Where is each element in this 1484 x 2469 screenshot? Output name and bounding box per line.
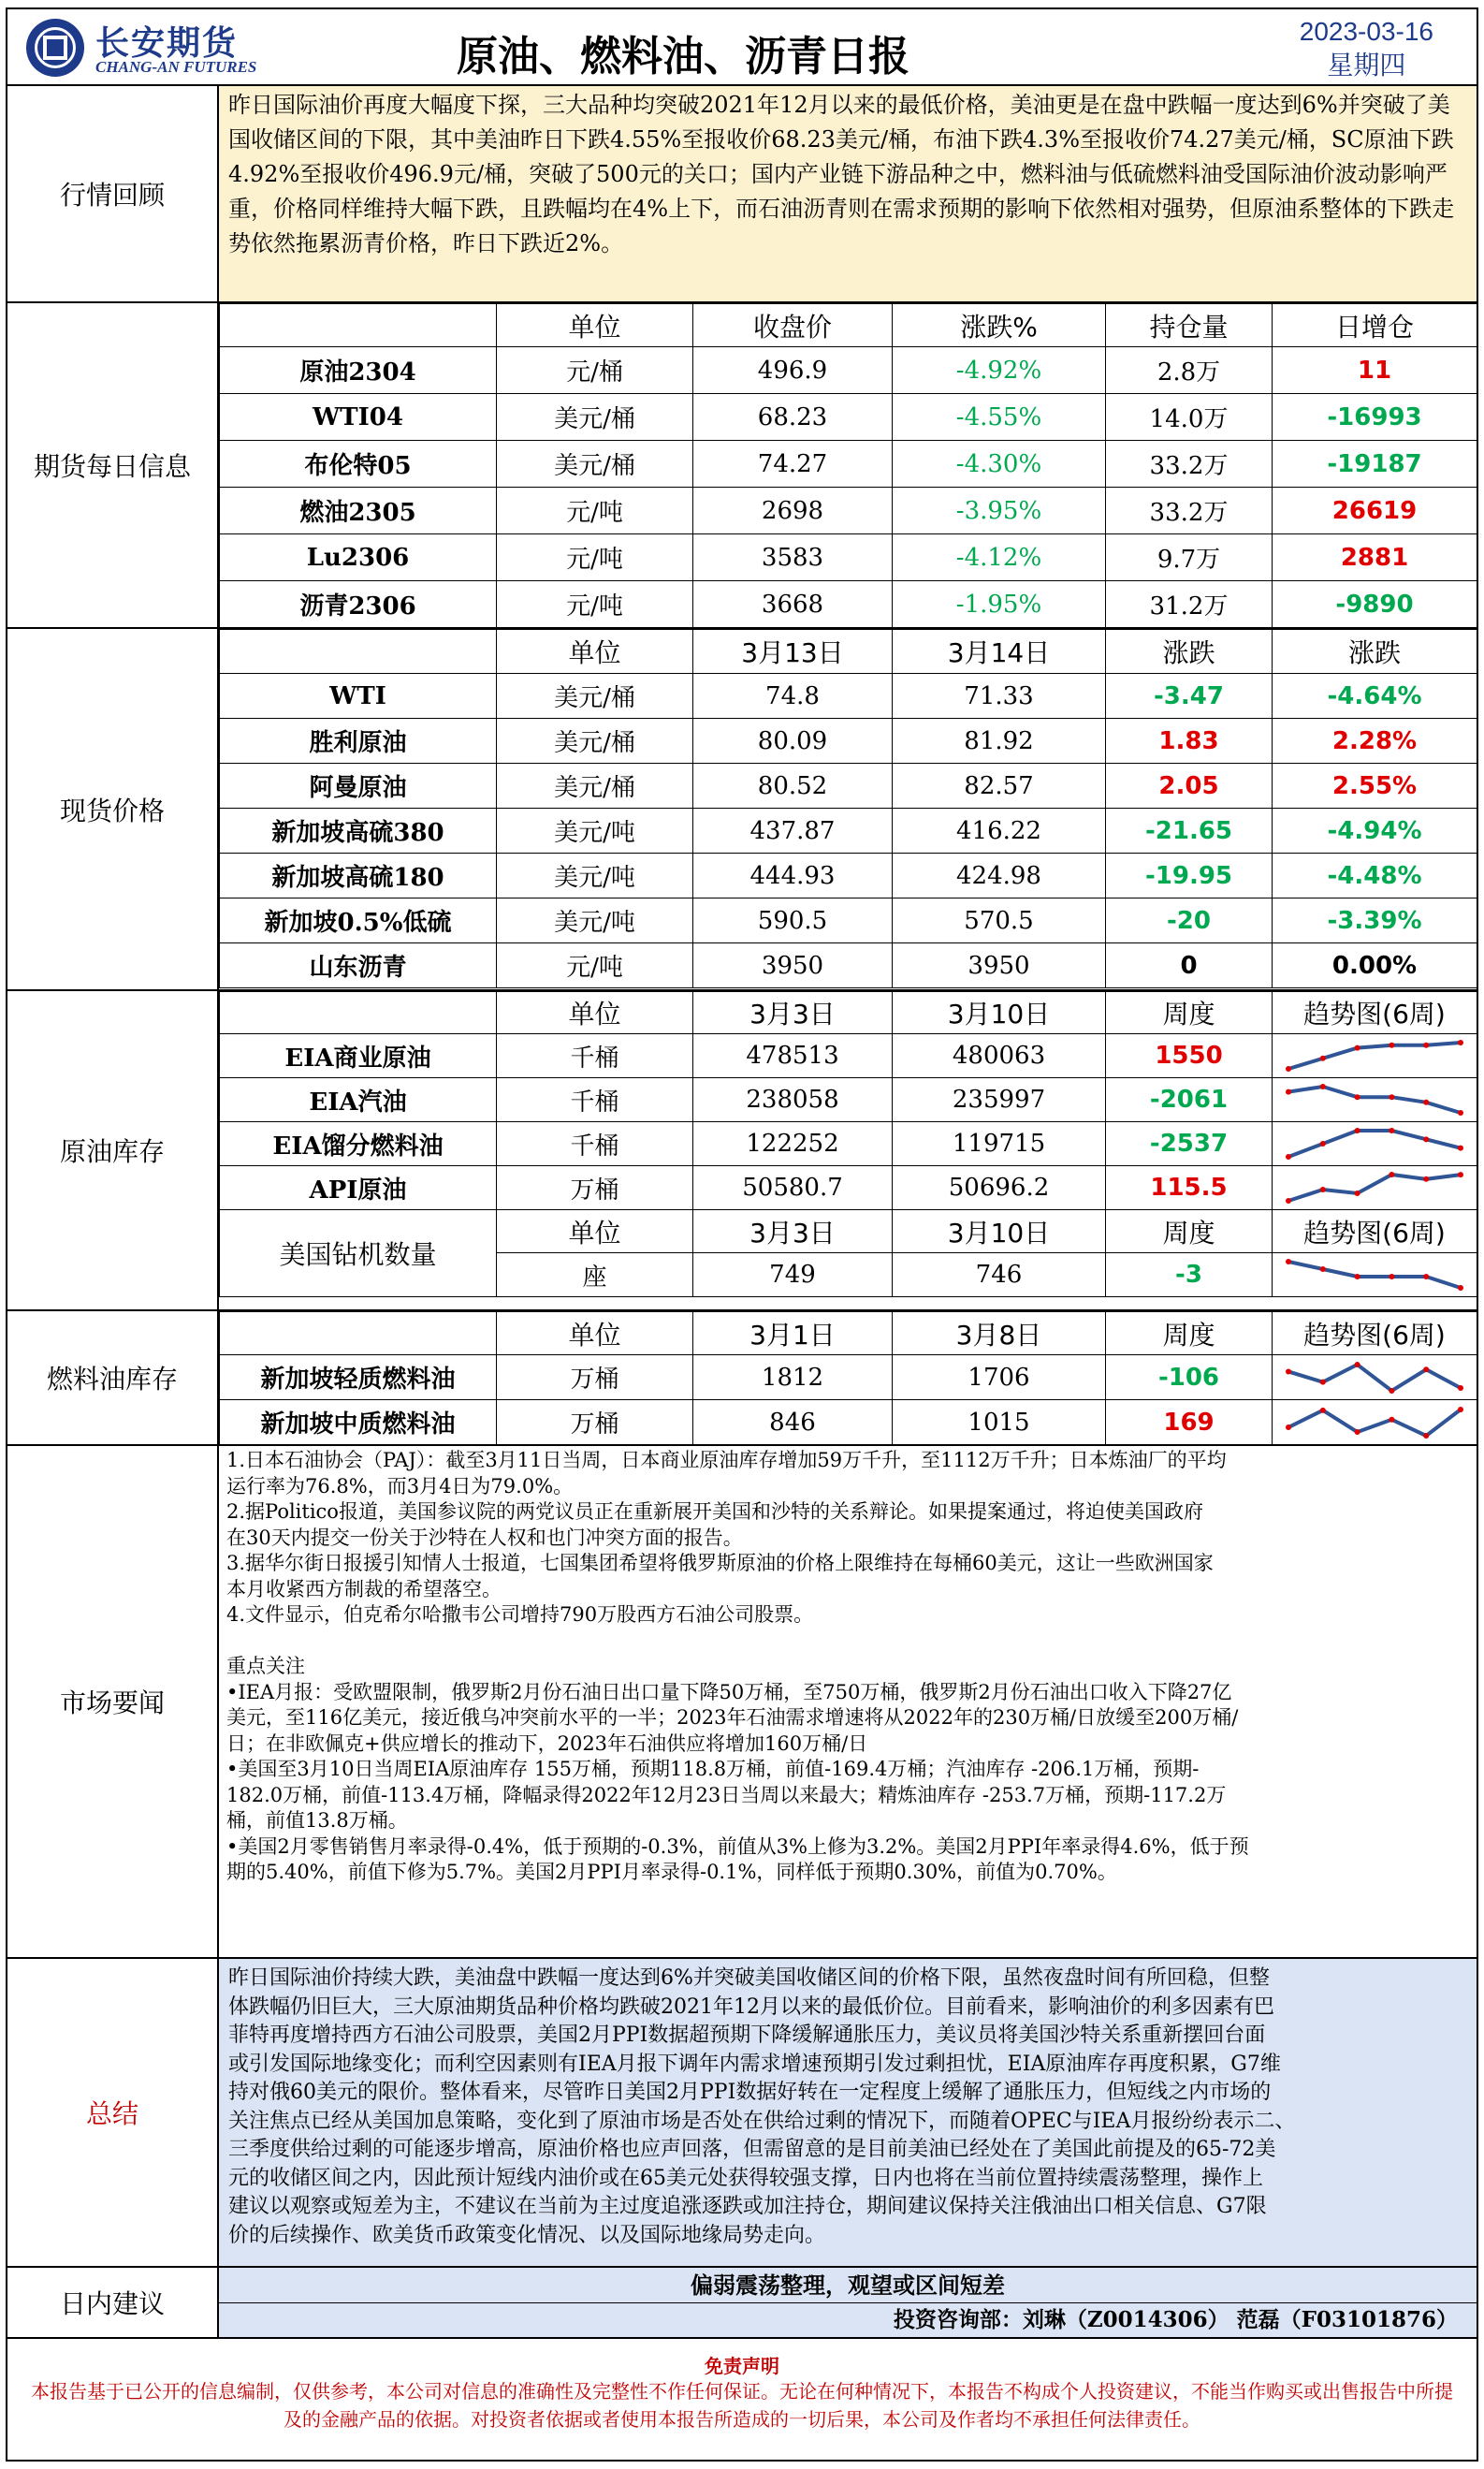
unit: 美元/桶 <box>497 674 693 719</box>
table-row <box>220 441 1477 488</box>
column-header: 持仓量 <box>1106 304 1273 347</box>
header-blank <box>220 630 497 674</box>
advice-label: 日内建议 <box>7 2268 219 2337</box>
trend-point <box>1286 1198 1291 1204</box>
price-day1: 74.8 <box>693 674 893 719</box>
inventory-latest: 1706 <box>893 1355 1106 1400</box>
price-day2: 81.92 <box>893 719 1106 764</box>
trend-chart-cell <box>1273 1166 1477 1210</box>
weekly-change: -2061 <box>1106 1078 1273 1122</box>
text-line: 菲特再度增持西方石油公司股票，美国2月PPI数据超预期下降缓解通胀压力，美议员将美国沙特关系重新摆回台面 <box>228 2023 1266 2047</box>
price-day2: 570.5 <box>893 898 1106 943</box>
crude-stock-label: 原油库存 <box>7 991 219 1309</box>
text-line: 价的后续操作、欧美货币政策变化情况、以及国际地缘局势走向。 <box>228 2223 826 2247</box>
unit: 元/吨 <box>497 534 693 581</box>
change-percent: -4.30% <box>893 441 1106 488</box>
contract-name: Lu2306 <box>220 534 497 581</box>
trend-line <box>1288 1262 1461 1288</box>
text-line: 体跌幅仍旧巨大，三大原油期货品种价格均跌破2021年12月以来的最低价位。目前看来，影响油价的利多因素有巴 <box>228 1994 1274 2019</box>
column-header: 单位 <box>497 1312 693 1355</box>
column-header: 3月14日 <box>893 630 1106 674</box>
trend-line <box>1288 1365 1461 1391</box>
trend-line <box>1288 1087 1461 1113</box>
unit: 美元/桶 <box>497 394 693 441</box>
trend-point <box>1320 1187 1326 1192</box>
trend-point <box>1423 1136 1429 1142</box>
column-header: 涨跌 <box>1106 630 1273 674</box>
price-day2: 82.57 <box>893 764 1106 809</box>
trend-sparkline <box>1283 1081 1466 1118</box>
contract-name: 燃油2305 <box>220 488 497 534</box>
close-price: 68.23 <box>693 394 893 441</box>
report-date: 2023-03-16 <box>1299 17 1433 46</box>
text-line: 日；在非欧佩克+供应增长的推动下，2023年石油供应将增加160万桶/日 <box>226 1731 868 1755</box>
table-row <box>220 898 1477 943</box>
text-line: 期的5.40%，前值下修为5.7%。美国2月PPI月率录得-0.1%，同样低于预期0.30%，前值为0.70%。 <box>226 1861 1117 1883</box>
trend-point <box>1320 1407 1326 1412</box>
report-header <box>7 9 1477 86</box>
trend-point <box>1389 1416 1394 1422</box>
trend-point <box>1355 1429 1360 1435</box>
trend-point <box>1389 1172 1394 1177</box>
text-line: 182.0万桶，前值-113.4万桶，降幅录得2022年12月23日当周以来最大；精炼油库存 -253.7万桶，预期-117.2万 <box>226 1783 1227 1806</box>
trend-sparkline <box>1283 1359 1466 1396</box>
crude-stock-section <box>7 991 1477 1311</box>
column-header: 单位 <box>497 304 693 347</box>
price-change: 0 <box>1106 943 1273 988</box>
report-page <box>6 7 1478 2462</box>
text-line: 元的收储区间之内，因此预计短线内油价或在65美元处获得较强支撑，日内也将在当前位置持续震荡整理，操作上 <box>228 2166 1263 2190</box>
trend-line <box>1288 1043 1461 1069</box>
trend-point <box>1286 1259 1291 1264</box>
trend-point <box>1355 1045 1360 1051</box>
spot-name: 阿曼原油 <box>220 764 497 809</box>
summary-section <box>7 1959 1477 2268</box>
inventory-latest: 480063 <box>893 1034 1106 1078</box>
report-title: 原油、燃料油、沥青日报 <box>457 33 909 80</box>
price-change: -21.65 <box>1106 809 1273 854</box>
trend-point <box>1389 1274 1394 1279</box>
price-change-percent: -4.94% <box>1273 809 1477 854</box>
disclaimer-title: 免责声明 <box>705 2355 779 2377</box>
trend-point <box>1355 1094 1360 1100</box>
advice-section <box>7 2268 1477 2339</box>
text-line: 2.据Politico报道，美国参议院的两党议员正在重新展开美国和沙特的关系辩论。如果提案通过，将迫使美国政府 <box>226 1500 1203 1523</box>
trend-sparkline <box>1283 1256 1466 1293</box>
table-row <box>220 854 1477 898</box>
trend-line <box>1288 1175 1461 1201</box>
advice-text: 偏弱震荡整理，观望或区间短差 <box>219 2268 1477 2303</box>
trend-point <box>1320 1056 1326 1061</box>
trend-point <box>1355 1362 1360 1367</box>
inventory-name: 新加坡轻质燃料油 <box>220 1355 497 1400</box>
market-review-label: 行情回顾 <box>7 86 219 301</box>
table-row <box>220 1034 1477 1078</box>
trend-point <box>1286 1089 1291 1095</box>
text-line: 3.据华尔街日报援引知情人士报道，七国集团希望将俄罗斯原油的价格上限维持在每桶60美元，这让一些欧洲国家 <box>226 1552 1214 1574</box>
price-change: 1.83 <box>1106 719 1273 764</box>
trend-sparkline <box>1283 1037 1466 1074</box>
table-row <box>220 534 1477 581</box>
column-header: 3月13日 <box>693 630 893 674</box>
unit: 美元/吨 <box>497 854 693 898</box>
open-interest: 14.0万 <box>1106 394 1273 441</box>
unit: 元/吨 <box>497 581 693 628</box>
trend-point <box>1389 1388 1394 1394</box>
news-section <box>7 1446 1477 1959</box>
inventory-name: EIA馏分燃料油 <box>220 1122 497 1166</box>
text-line <box>226 1629 1469 1655</box>
column-header: 涨跌% <box>893 304 1106 347</box>
price-day2: 424.98 <box>893 854 1106 898</box>
trend-chart-cell <box>1273 1034 1477 1078</box>
header-row <box>220 1312 1477 1355</box>
column-header: 3月3日 <box>693 992 893 1034</box>
trend-point <box>1458 1146 1463 1151</box>
fuel-stock-table <box>219 1311 1477 1445</box>
trend-point <box>1423 1043 1429 1048</box>
news-text <box>219 1446 1477 1957</box>
trend-chart-cell <box>1273 1355 1477 1400</box>
column-header: 收盘价 <box>693 304 893 347</box>
unit: 美元/桶 <box>497 764 693 809</box>
trend-point <box>1423 1100 1429 1105</box>
trend-sparkline <box>1283 1169 1466 1206</box>
text-line: •IEA月报：受欧盟限制，俄罗斯2月份石油日出口量下降50万桶，至750万桶，俄罗斯2月份石油出口收入下降27亿 <box>226 1680 1232 1703</box>
contract-name: WTI04 <box>220 394 497 441</box>
market-review-section <box>7 86 1477 303</box>
trend-point <box>1458 1040 1463 1045</box>
logo-chinese-name: 长安期货 <box>95 24 239 63</box>
trend-sparkline <box>1283 1125 1466 1162</box>
daily-oi-change: -9890 <box>1273 581 1477 628</box>
trend-point <box>1286 1424 1291 1430</box>
price-day1: 80.09 <box>693 719 893 764</box>
inventory-latest: 50696.2 <box>893 1166 1106 1210</box>
change-percent: -4.92% <box>893 347 1106 394</box>
price-day1: 437.87 <box>693 809 893 854</box>
rig-header-row <box>220 1210 1477 1253</box>
spot-name: WTI <box>220 674 497 719</box>
trend-point <box>1286 1066 1291 1072</box>
price-change-percent: 2.55% <box>1273 764 1477 809</box>
company-logo <box>26 17 279 79</box>
trend-point <box>1423 1366 1429 1372</box>
spot-table <box>219 629 1477 988</box>
column-header: 3月1日 <box>693 1312 893 1355</box>
price-change: -20 <box>1106 898 1273 943</box>
change-percent: -4.55% <box>893 394 1106 441</box>
disclaimer-text: 本报告基于已公开的信息编制，仅供参考，本公司对信息的准确性及完整性不作任何保证。无论在何种情况下，本报告不构成个人投资建议，不能当作购买或出售报告中所提及的金融产品的依据。对投资者依据或者使用本报告所造成的一切后果，本公司及作者均不承担任何法律责任。 <box>31 2380 1453 2431</box>
trend-point <box>1458 1110 1463 1116</box>
trend-chart-cell <box>1273 1122 1477 1166</box>
trend-chart-cell <box>1273 1253 1477 1297</box>
spot-name: 胜利原油 <box>220 719 497 764</box>
text-line: 在30天内提交一份关于沙特在人权和也门冲突方面的报告。 <box>226 1526 743 1549</box>
trend-point <box>1286 1154 1291 1160</box>
price-change-percent: -4.48% <box>1273 854 1477 898</box>
weekly-change: 115.5 <box>1106 1166 1273 1210</box>
price-day1: 590.5 <box>693 898 893 943</box>
rig-latest: 746 <box>893 1253 1106 1297</box>
crude-stock-table <box>219 991 1477 1297</box>
text-line: 本月收紧西方制裁的希望落空。 <box>226 1577 502 1600</box>
unit: 千桶 <box>497 1034 693 1078</box>
unit: 万桶 <box>497 1400 693 1445</box>
spot-name: 山东沥青 <box>220 943 497 988</box>
fuel-stock-section <box>7 1311 1477 1446</box>
daily-oi-change: -16993 <box>1273 394 1477 441</box>
text-line: 三季度供给过剩的可能逐步增高，原油价格也应声回落，但需留意的是目前美油已经处在了美国此前提及的65-72美 <box>228 2138 1276 2161</box>
column-header: 周度 <box>1106 1312 1273 1355</box>
text-line: 1.日本石油协会（PAJ）：截至3月11日当周，日本商业原油库存增加59万千升，至1112万千升；日本炼油厂的平均 <box>226 1449 1227 1471</box>
open-interest: 31.2万 <box>1106 581 1273 628</box>
close-price: 74.27 <box>693 441 893 488</box>
table-row <box>220 1122 1477 1166</box>
unit: 座 <box>497 1253 693 1297</box>
futures-table <box>219 303 1477 628</box>
text-line: 关注焦点已经从美国加息策略，变化到了原油市场是否处在供给过剩的情况下，而随着OPEC与IEA月报纷纷表示二、 <box>228 2109 1296 2133</box>
trend-point <box>1423 1274 1429 1279</box>
text-line: 昨日国际油价持续大跌，美油盘中跌幅一度达到6%并突破美国收储区间的价格下限，虽然夜盘时间有所回稳，但整 <box>228 1966 1270 1990</box>
table-row <box>220 1078 1477 1122</box>
column-header: 单位 <box>497 992 693 1034</box>
contract-name: 布伦特05 <box>220 441 497 488</box>
logo-english-name: CHANG-AN FUTURES <box>95 58 257 76</box>
unit: 万桶 <box>497 1355 693 1400</box>
open-interest: 33.2万 <box>1106 441 1273 488</box>
inventory-prev: 478513 <box>693 1034 893 1078</box>
weekly-change: -3 <box>1106 1253 1273 1297</box>
text-line: •美国2月零售销售月率录得-0.4%，低于预期的-0.3%，前值从3%上修为3.2%。美国2月PPI年率录得4.6%，低于预 <box>226 1834 1249 1858</box>
inventory-latest: 1015 <box>893 1400 1106 1445</box>
price-day2: 416.22 <box>893 809 1106 854</box>
consultant-info: 投资咨询部：刘琳（Z0014306） 范磊（F03101876） <box>219 2303 1477 2337</box>
inventory-name: 新加坡中质燃料油 <box>220 1400 497 1445</box>
change-percent: -3.95% <box>893 488 1106 534</box>
table-row <box>220 394 1477 441</box>
trend-chart-cell <box>1273 1400 1477 1445</box>
column-header: 涨跌 <box>1273 630 1477 674</box>
table-row <box>220 719 1477 764</box>
daily-oi-change: -19187 <box>1273 441 1477 488</box>
column-header: 趋势图(6周) <box>1273 992 1477 1034</box>
text-line: 桶，前值13.8万桶。 <box>226 1809 408 1832</box>
price-day2: 3950 <box>893 943 1106 988</box>
trend-point <box>1423 1433 1429 1439</box>
close-price: 3668 <box>693 581 893 628</box>
header-row <box>220 304 1477 347</box>
trend-point <box>1458 1385 1463 1391</box>
inventory-latest: 235997 <box>893 1078 1106 1122</box>
header-row <box>220 992 1477 1034</box>
unit: 美元/桶 <box>497 719 693 764</box>
text-line: 美元，至116亿美元，接近俄乌冲突前水平的一半；2023年石油需求增速将从2022年的230万桶/日放缓至200万桶/ <box>226 1706 1239 1729</box>
trend-point <box>1423 1176 1429 1182</box>
unit: 美元/吨 <box>497 898 693 943</box>
table-row <box>220 764 1477 809</box>
close-price: 496.9 <box>693 347 893 394</box>
weekly-change: 1550 <box>1106 1034 1273 1078</box>
inventory-latest: 119715 <box>893 1122 1106 1166</box>
unit: 元/吨 <box>497 943 693 988</box>
weekly-change: -2537 <box>1106 1122 1273 1166</box>
spot-name: 新加坡高硫380 <box>220 809 497 854</box>
text-line: 持对俄60美元的限价。整体看来，尽管昨日美国2月PPI数据好转在一定程度上缓解了通胀压力，但短线之内市场的 <box>228 2081 1272 2104</box>
table-row <box>220 488 1477 534</box>
close-price: 3583 <box>693 534 893 581</box>
weekly-change: 169 <box>1106 1400 1273 1445</box>
trend-point <box>1458 1285 1463 1291</box>
spot-section <box>7 629 1477 991</box>
price-day2: 71.33 <box>893 674 1106 719</box>
summary-label: 总结 <box>7 1959 219 2266</box>
rig-prev: 749 <box>693 1253 893 1297</box>
price-change: -19.95 <box>1106 854 1273 898</box>
price-change: 2.05 <box>1106 764 1273 809</box>
table-row <box>220 674 1477 719</box>
inventory-name: EIA汽油 <box>220 1078 497 1122</box>
trend-line <box>1288 1410 1461 1436</box>
unit: 千桶 <box>497 1078 693 1122</box>
contract-name: 原油2304 <box>220 347 497 394</box>
column-header: 3月3日 <box>693 1210 893 1253</box>
unit: 美元/桶 <box>497 441 693 488</box>
price-day1: 444.93 <box>693 854 893 898</box>
news-label: 市场要闻 <box>7 1446 219 1957</box>
fuel-stock-label: 燃料油库存 <box>7 1311 219 1444</box>
daily-oi-change: 26619 <box>1273 488 1477 534</box>
text-line: 重点关注 <box>226 1655 305 1677</box>
price-day1: 3950 <box>693 943 893 988</box>
inventory-prev: 122252 <box>693 1122 893 1166</box>
trend-point <box>1458 1407 1463 1412</box>
column-header: 周度 <box>1106 1210 1273 1253</box>
trend-line <box>1288 1131 1461 1157</box>
futures-section <box>7 303 1477 629</box>
price-change-percent: 0.00% <box>1273 943 1477 988</box>
rig-count-name: 美国钻机数量 <box>220 1210 497 1297</box>
table-row <box>220 1355 1477 1400</box>
close-price: 2698 <box>693 488 893 534</box>
daily-oi-change: 2881 <box>1273 534 1477 581</box>
spot-name: 新加坡高硫180 <box>220 854 497 898</box>
text-line: •美国至3月10日当周EIA原油库存 155万桶，预期118.8万桶，前值-169.4万桶；汽油库存 -206.1万桶，预期- <box>226 1758 1200 1780</box>
inventory-prev: 1812 <box>693 1355 893 1400</box>
trend-point <box>1320 1141 1326 1147</box>
trend-point <box>1355 1274 1360 1279</box>
table-row <box>220 347 1477 394</box>
table-row <box>220 581 1477 628</box>
inventory-name: EIA商业原油 <box>220 1034 497 1078</box>
trend-point <box>1320 1379 1326 1384</box>
trend-point <box>1389 1043 1394 1048</box>
trend-point <box>1355 1128 1360 1133</box>
unit: 万桶 <box>497 1166 693 1210</box>
unit: 元/桶 <box>497 347 693 394</box>
market-review-text: 昨日国际油价再度大幅度下探，三大品种均突破2021年12月以来的最低价格，美油更是在盘中跌幅一度达到6%并突破了美国收储区间的下限，其中美油昨日下跌4.55%至报收价68.23美元/桶，布油下跌4.3%至报收价74.27美元/桶，SC原油下跌4.92%至报收价496.9元/桶，突破了500元的关口；国内产业链下游品种之中，燃料油与低硫燃料油受国际油价波动影响严重，价格同样维持大幅下跌，且跌幅均在4%上下，而石油沥青则在需求预期的影响下依然相对强势，但原油系整体的下跌走势依然拖累沥青价格，昨日下跌近2%。 <box>219 86 1477 301</box>
inventory-prev: 846 <box>693 1400 893 1445</box>
header-blank <box>220 992 497 1034</box>
unit: 美元/吨 <box>497 809 693 854</box>
trend-point <box>1320 1266 1326 1272</box>
table-row <box>220 809 1477 854</box>
unit: 千桶 <box>497 1122 693 1166</box>
price-change-percent: -4.64% <box>1273 674 1477 719</box>
change-percent: -1.95% <box>893 581 1106 628</box>
column-header: 趋势图(6周) <box>1273 1312 1477 1355</box>
text-line: 运行率为76.8%，而3月4日为79.0%。 <box>226 1474 574 1497</box>
column-header: 3月10日 <box>893 1210 1106 1253</box>
logo-emblem-icon <box>26 19 84 77</box>
spot-label: 现货价格 <box>7 629 219 989</box>
inventory-prev: 50580.7 <box>693 1166 893 1210</box>
report-date-block <box>1300 15 1433 82</box>
trend-point <box>1389 1094 1394 1100</box>
header-blank <box>220 1312 497 1355</box>
open-interest: 33.2万 <box>1106 488 1273 534</box>
text-line: 或引发国际地缘变化；而利空因素则有IEA月报下调年内需求增速预期引发过剩担忧，EIA原油库存再度积累，G7维 <box>228 2052 1281 2076</box>
column-header: 单位 <box>497 1210 693 1253</box>
table-row <box>220 1400 1477 1445</box>
weekly-change: -106 <box>1106 1355 1273 1400</box>
trend-chart-cell <box>1273 1078 1477 1122</box>
column-header: 3月10日 <box>893 992 1106 1034</box>
column-header: 趋势图(6周) <box>1273 1210 1477 1253</box>
header-blank <box>220 304 497 347</box>
report-weekday: 星期四 <box>1327 51 1406 80</box>
header-row <box>220 630 1477 674</box>
trend-point <box>1320 1084 1326 1089</box>
price-change: -3.47 <box>1106 674 1273 719</box>
column-header: 3月8日 <box>893 1312 1106 1355</box>
inventory-prev: 238058 <box>693 1078 893 1122</box>
trend-point <box>1355 1191 1360 1196</box>
change-percent: -4.12% <box>893 534 1106 581</box>
trend-point <box>1458 1172 1463 1177</box>
table-row <box>220 1166 1477 1210</box>
column-header: 日增仓 <box>1273 304 1477 347</box>
futures-label: 期货每日信息 <box>7 303 219 627</box>
open-interest: 9.7万 <box>1106 534 1273 581</box>
spot-name: 新加坡0.5%低硫 <box>220 898 497 943</box>
trend-point <box>1389 1128 1394 1133</box>
unit: 元/吨 <box>497 488 693 534</box>
summary-text <box>219 1959 1477 2266</box>
trend-sparkline <box>1283 1404 1466 1441</box>
daily-oi-change: 11 <box>1273 347 1477 394</box>
table-row <box>220 943 1477 988</box>
price-change-percent: 2.28% <box>1273 719 1477 764</box>
inventory-name: API原油 <box>220 1166 497 1210</box>
column-header: 周度 <box>1106 992 1273 1034</box>
text-line: 建议以观察或短差为主，不建议在当前为主过度追涨逐跌或加注持仓，期间建议保持关注俄油出口相关信息、G7限 <box>228 2195 1267 2218</box>
trend-point <box>1286 1368 1291 1374</box>
price-day1: 80.52 <box>693 764 893 809</box>
price-change-percent: -3.39% <box>1273 898 1477 943</box>
text-line: 4.文件显示，伯克希尔哈撒韦公司增持790万股西方石油公司股票。 <box>226 1603 814 1626</box>
column-header: 单位 <box>497 630 693 674</box>
open-interest: 2.8万 <box>1106 347 1273 394</box>
contract-name: 沥青2306 <box>220 581 497 628</box>
